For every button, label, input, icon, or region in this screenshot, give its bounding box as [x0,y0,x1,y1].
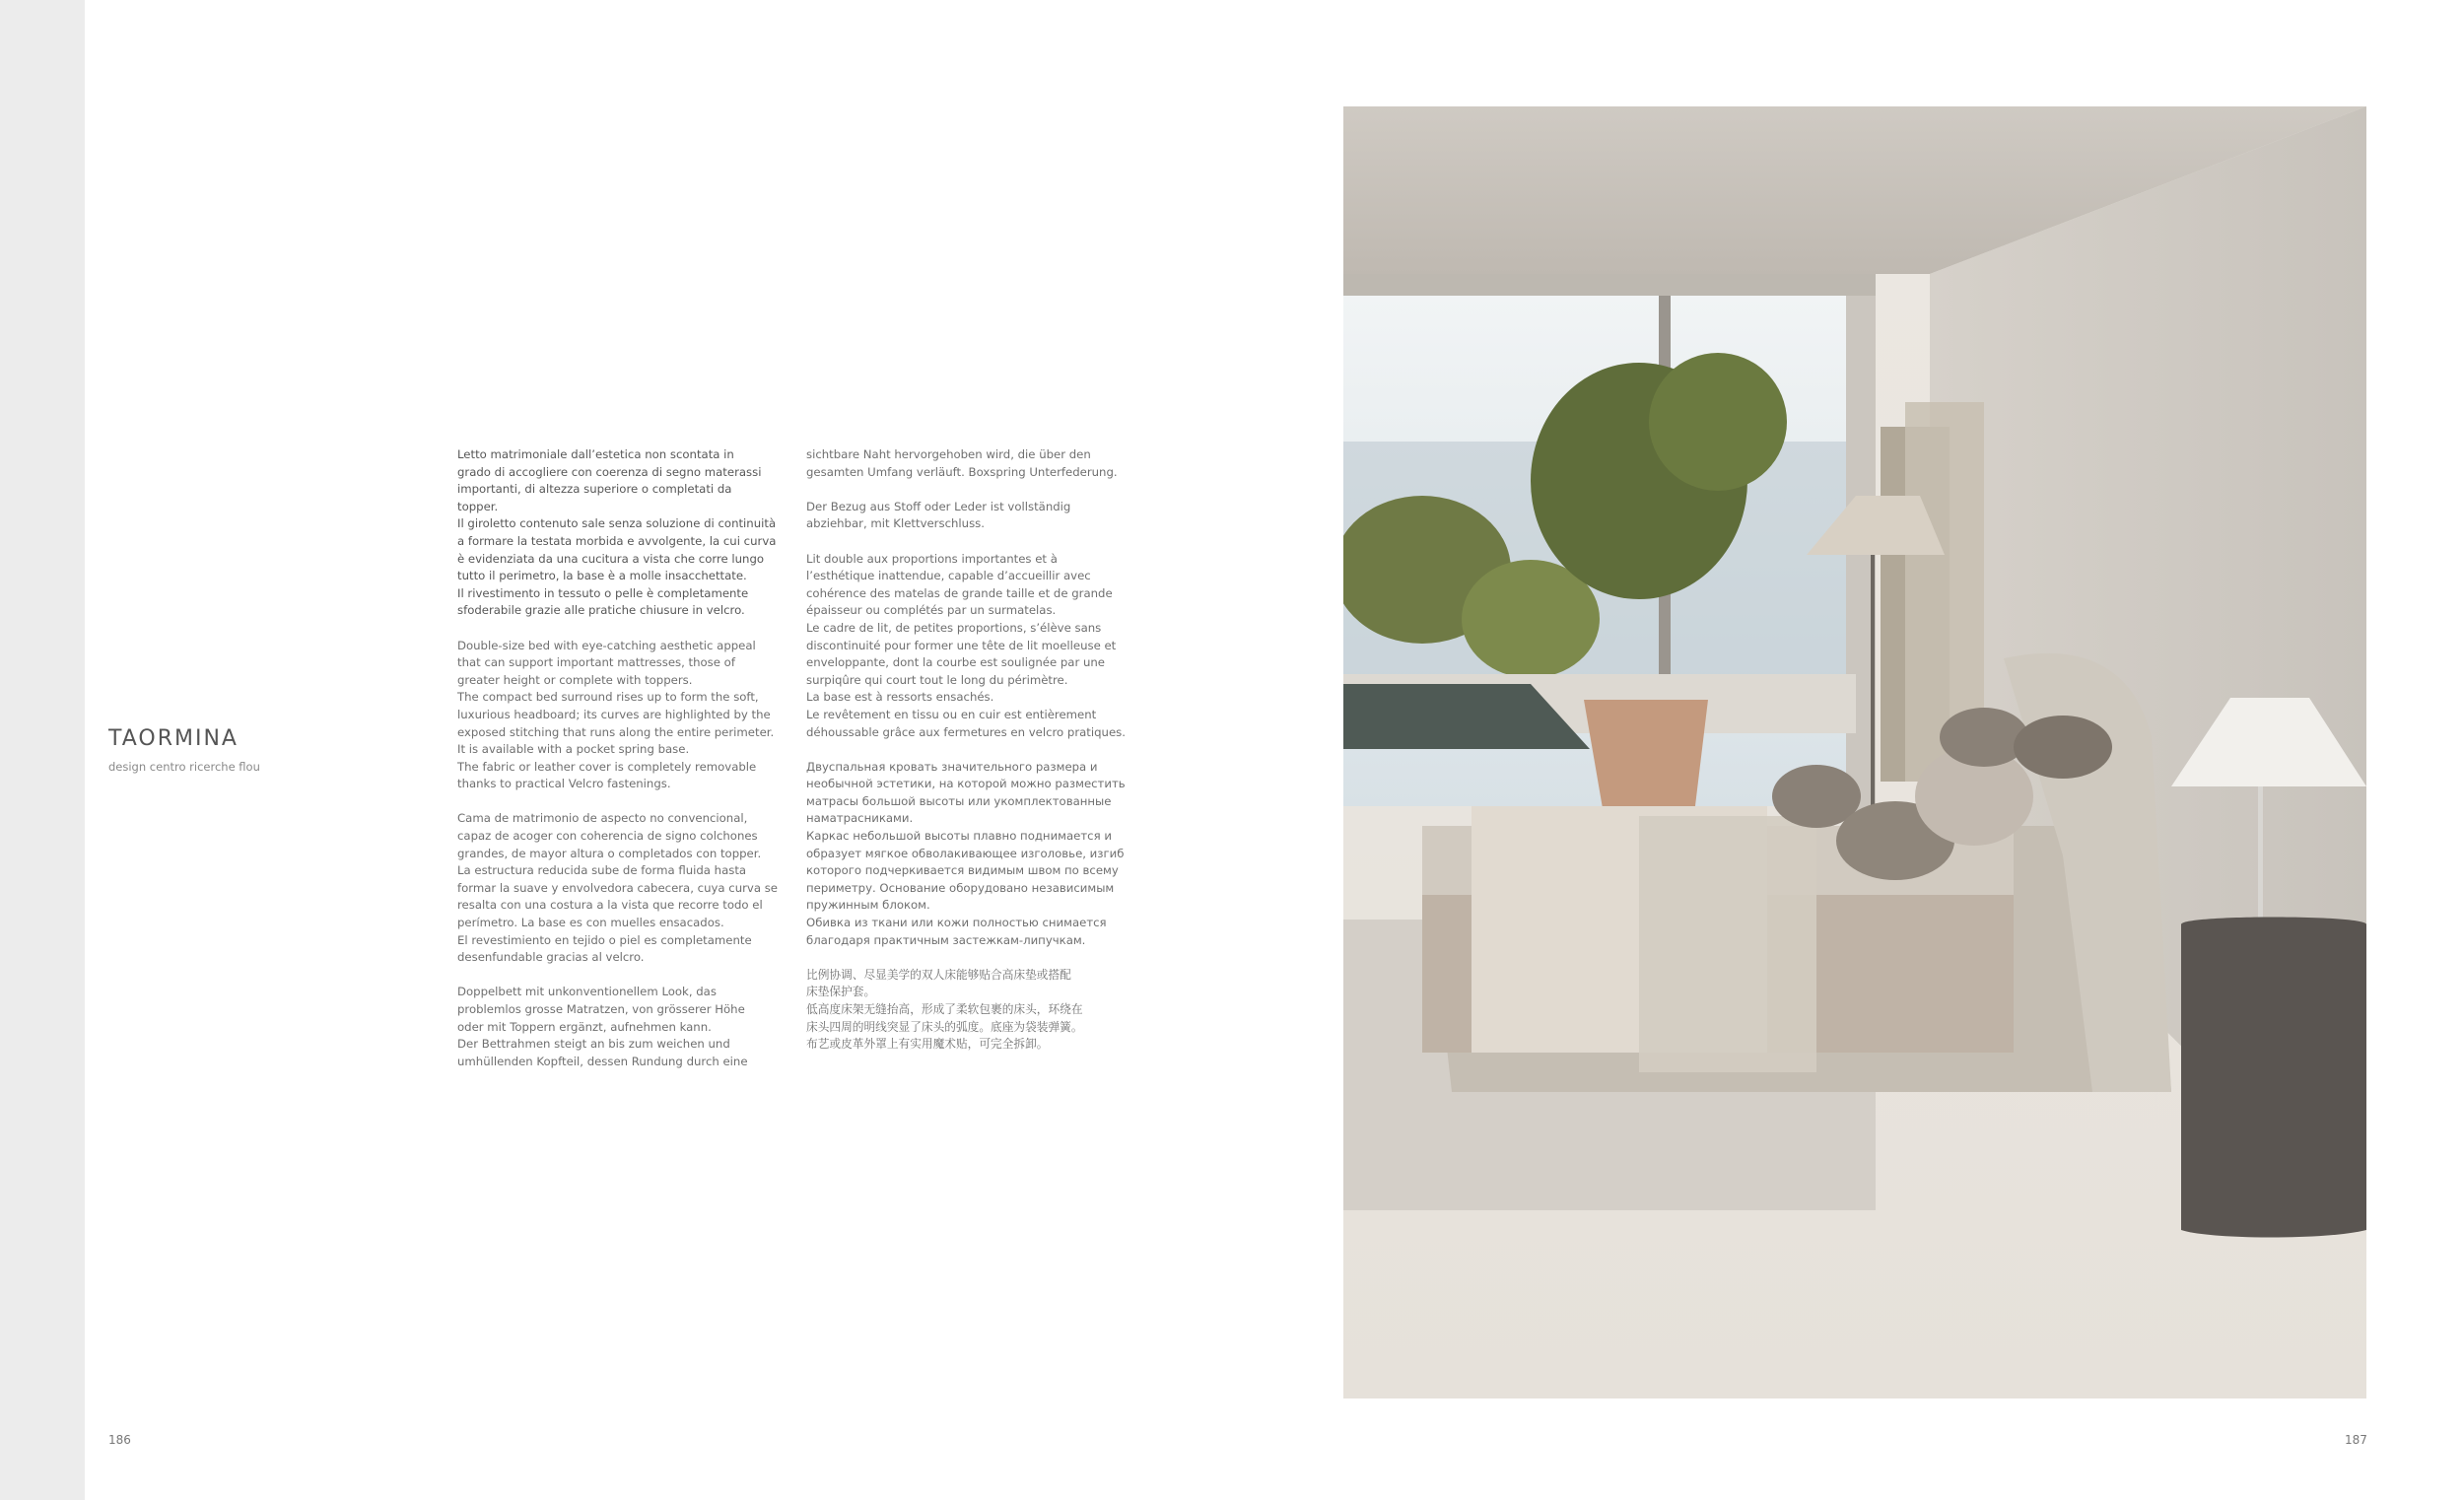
paragraph-german-cont: sichtbare Naht hervorgehoben wird, die über den gesamten Umfang verläuft. Boxspring Unterfederung. [806,447,1118,479]
page-number-left: 186 [108,1433,131,1447]
paragraph-german: Doppelbett mit unkonventionellem Look, das problemlos grosse Matratzen, von grösserer Höhe oder mit Toppern ergänzt, aufnehmen kann. Der Bettrahmen steigt an bis zum weichen und umhüllenden Kopfteil, dessen Rundung durch eine [457,985,748,1068]
product-title: TAORMINA [108,726,239,751]
paragraph-french: Lit double aux proportions importantes et à l’esthétique inattendue, capable d’accueillir avec cohérence des matelas de grande taille et de grande épaisseur ou complétés par un surmatelas. Le cadre de lit, de petites proportions, s’élève sans discontinuité pour former une tête de lit moelleuse et enveloppante, dont la courbe est soulignée par une surpiqûre qui court tout le long du périmètre. La base est à ressorts ensachés. Le revêtement en tissu ou en cuir est entièrement déhoussable grâce aux fermetures en velcro pratiques. [806,551,1126,739]
text-column-right [806,446,1146,1070]
paragraph-german-cover: Der Bezug aus Stoff oder Leder ist vollständig abziehbar, mit Klettverschluss. [806,499,1071,531]
paragraph-english: Double-size bed with eye-catching aesthetic appeal that can support important mattresses, those of greater height or complete with toppers. The compact bed surround rises up to form the soft, luxurious headboard; its curves are highlighted by the exposed stitching that runs along the entire perimeter. It is available with a pocket spring base. The fabric or leather cover is completely removable thanks to practical Velcro fastenings. [457,638,775,791]
page-number-right: 187 [2345,1433,2367,1447]
paragraph-spanish: Cama de matrimonio de aspecto no convencional, capaz de acoger con coherencia de signo colchones grandes, de mayor altura o completados con topper. La estructura reducida sube de forma fluida hasta formar la suave y envolvedora cabecera, cuya curva se resalta con una costura a la vista que recorre todo el perímetro. La base es con muelles ensacados. El revestimiento en tejido o piel es completamente desenfundable gracias al velcro. [457,811,778,965]
paragraph-russian: Двуспальная кровать значительного размера и необычной эстетики, на которой можно разместить матрасы большой высоты или укомплектованные наматрасниками. Каркас небольшой высоты плавно поднимается и образует мягкое обволакивающее изголовье, изгиб которого подчеркивается видимым швом по всему периметру. Основание оборудовано независимым пружинным блоком. Обивка из ткани или кожи полностью снимается благодаря практичным застежкам-липучкам. [806,759,1126,947]
bedroom-photo [1343,106,2366,1398]
paragraph-chinese: 比例协调、尽显美学的双人床能够贴合高床垫或搭配 床垫保护套。 低高度床架无缝抬高，形成了柔软包裹的床头，环绕在 床头四周的明线突显了床头的弧度。底座为袋装弹簧。 布艺或皮革外罩上有实用魔术贴，可完全拆卸。 [806,967,1083,1052]
text-column-left [457,446,797,1088]
product-designer: design centro ricerche flou [108,760,260,774]
page-margin [0,0,85,1500]
paragraph-italian: Letto matrimoniale dall’estetica non scontata in grado di accogliere con coerenza di segno materassi importanti, di altezza superiore o completati da topper. Il giroletto contenuto sale senza soluzione di continuità a formare la testata morbida e avvolgente, la cui curva è evidenziata da una cucitura a vista che corre lungo tutto il perimetro, la base è a molle insacchettate. Il rivestimento in tessuto o pelle è completamente sfoderabile grazie alle pratiche chiusure in velcro. [457,447,777,618]
